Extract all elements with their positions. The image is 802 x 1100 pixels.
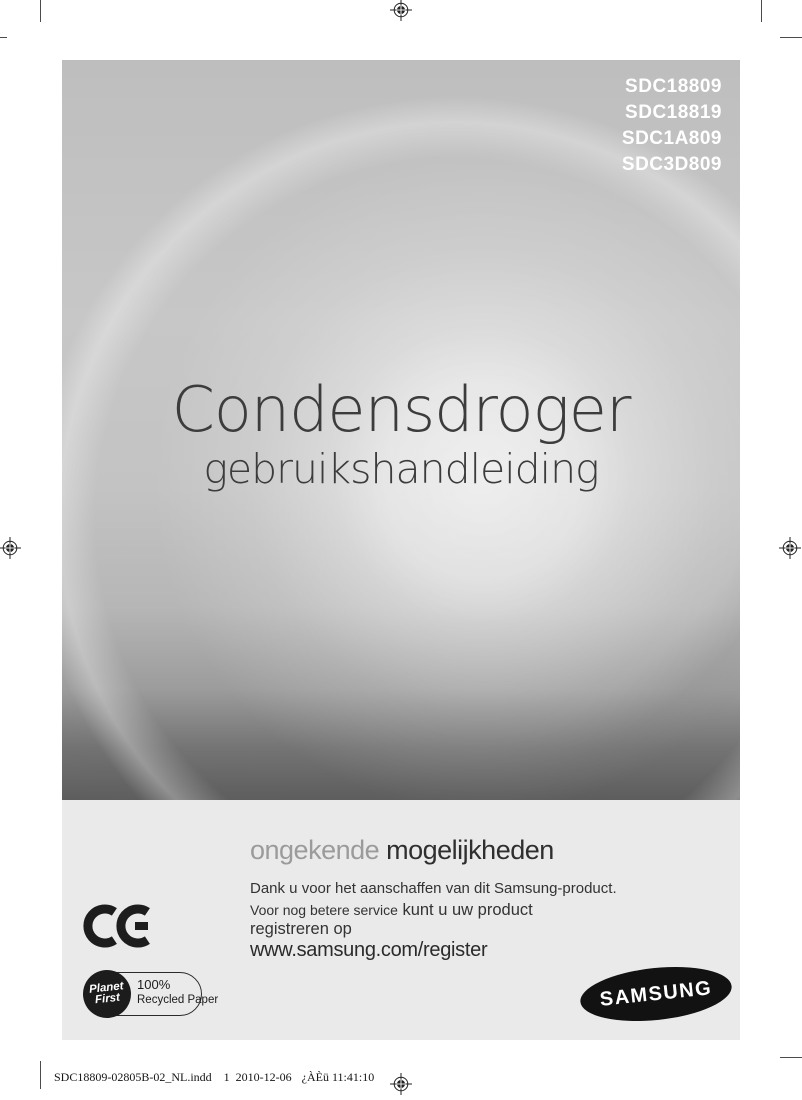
registration-mark-icon xyxy=(779,537,801,559)
registration-mark-icon xyxy=(0,537,21,559)
crop-mark xyxy=(40,0,41,22)
register-url: www.samsung.com/register xyxy=(250,939,488,961)
service-text-small: Voor nog betere service xyxy=(250,902,398,918)
print-slug xyxy=(54,1070,374,1085)
product-subtitle: gebruikshandleiding xyxy=(203,445,599,494)
slug-page-number: 1 xyxy=(223,1070,230,1084)
service-text xyxy=(250,901,533,920)
registration-mark-icon xyxy=(390,0,412,21)
planet-first-line2: First xyxy=(94,991,121,1007)
crop-mark xyxy=(761,0,762,22)
planet-first-logo xyxy=(84,972,219,1016)
slug-filename: SDC18809-02805B-02_NL.indd xyxy=(54,1070,212,1084)
crop-mark xyxy=(780,1057,802,1058)
registration-mark-icon xyxy=(390,1073,412,1095)
ce-mark-icon xyxy=(82,903,154,951)
model-number: SDC1A809 xyxy=(621,128,722,149)
samsung-wordmark: SAMSUNG xyxy=(598,976,714,1011)
product-title: Condensdroger xyxy=(171,373,631,446)
cover-artwork xyxy=(62,60,740,1040)
model-number: SDC18819 xyxy=(625,102,722,123)
crop-mark xyxy=(40,1061,41,1089)
tagline-dark: mogelijkheden xyxy=(379,835,554,865)
model-number: SDC3D809 xyxy=(621,154,722,175)
tagline-light: ongekende xyxy=(250,835,380,865)
thanks-text: Dank u voor het aanschaffen van dit Samsung-product. xyxy=(250,880,617,897)
model-number: SDC18809 xyxy=(625,76,722,97)
title-block xyxy=(62,373,740,494)
planet-first-line1: Planet xyxy=(88,980,125,996)
tagline xyxy=(250,835,554,866)
crop-mark xyxy=(0,37,7,38)
crop-mark xyxy=(780,37,802,38)
slug-time: ¿ÀÈü 11:41:10 xyxy=(301,1070,375,1084)
slug-date: 2010-12-06 xyxy=(235,1070,292,1084)
hero-panel xyxy=(62,60,740,800)
recycled-label: Recycled Paper xyxy=(137,994,219,1006)
service-text-rest: kunt u uw product xyxy=(397,901,533,919)
model-list xyxy=(622,74,722,178)
recycled-percent: 100% xyxy=(137,977,171,992)
register-text: registreren op xyxy=(250,920,352,938)
